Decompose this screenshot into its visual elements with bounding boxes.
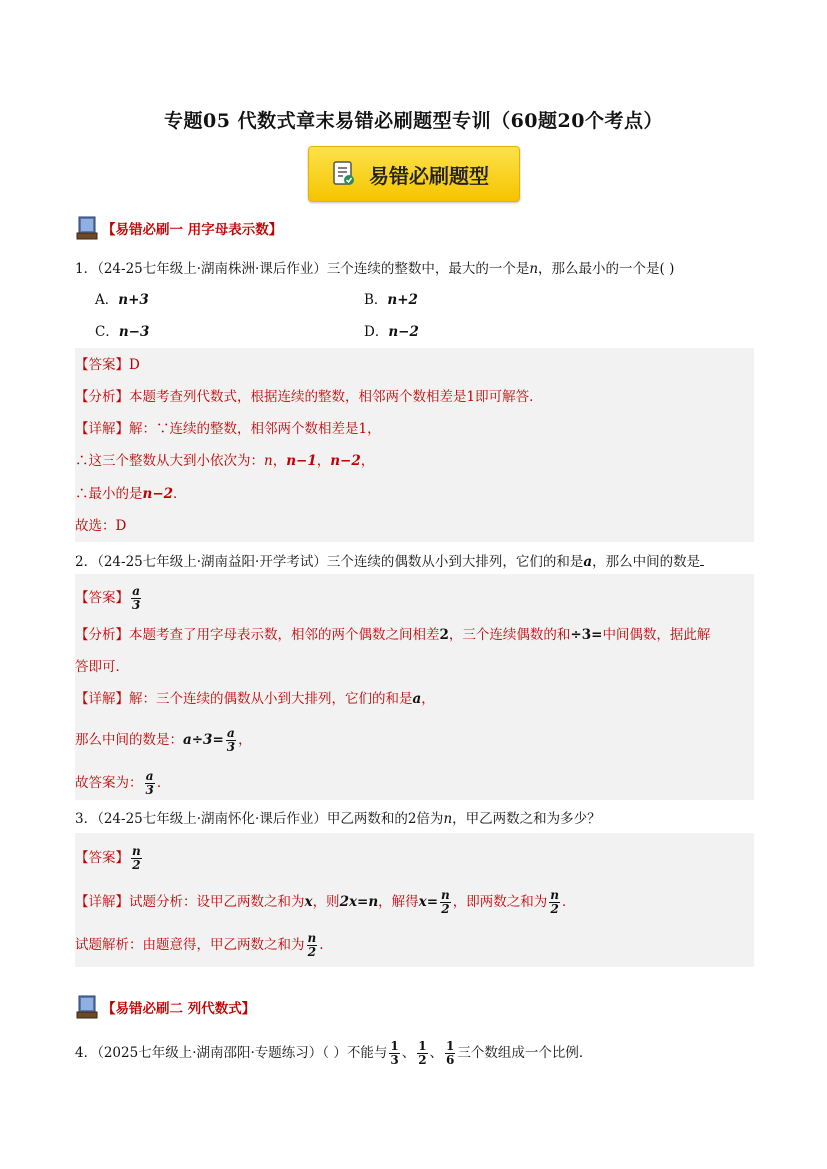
book-icon xyxy=(75,215,99,241)
page-title: 专题05 代数式章末易错必刷题型专训（60题20个考点） xyxy=(164,110,663,132)
badge-label: 易错必刷题型 xyxy=(369,163,489,188)
topic-badge xyxy=(308,146,520,202)
analysis-2-line-1: 【分析】本题考查了用字母表示数，相邻的两个偶数之间相差2，三个连续偶数的和÷3=中间偶数，据此解 xyxy=(75,627,711,643)
final-2: 故答案为： $\frac{a}{3}$ ． xyxy=(75,769,171,797)
option-b[interactable]: B．n+2 xyxy=(364,292,418,308)
detail-2-line-1: 【详解】解：三个连续的偶数从小到大排列，它们的和是a， xyxy=(75,691,435,707)
option-a[interactable]: A．n+3 xyxy=(95,292,149,308)
option-d[interactable]: D．n−2 xyxy=(364,324,419,340)
question-1-stem: 1．（24-25七年级上·湖南株洲·课后作业）三个连续的整数中，最大的一个是n，那么最小的一个是( ) xyxy=(75,261,675,277)
section-heading: 【易错必刷一 用字母表示数】 xyxy=(75,215,282,241)
answer-1: 【答案】D xyxy=(75,357,140,373)
analysis-1: 【分析】本题考查列代数式，根据连续的整数，相邻两个数相差是1即可解答． xyxy=(75,389,543,405)
detail-3: 【详解】试题分析：设甲乙两数之和为x，则2x=n，解得x= $\frac{n}{2}$ ，即两数之和为 $\frac{n}{2}$ ． xyxy=(75,888,576,916)
answer-3: 【答案】 $\frac{n}{2}$ xyxy=(75,844,141,872)
section-heading: 【易错必刷二 列代数式】 xyxy=(75,994,255,1020)
question-4-stem: 4．（2025七年级上·湖南邵阳·专题练习）（ ）不能与 $\frac{1}{3}$ 、 $\frac{1}{2}$ 、 $\frac{1}{6}$ 三个数组成一个比例． xyxy=(75,1039,593,1067)
solution-block-1 xyxy=(75,348,754,542)
checklist-icon xyxy=(333,161,355,187)
solution-block-2 xyxy=(75,574,754,800)
detail-1-line-1: 【详解】解：∵连续的整数，相邻两个数相差是1， xyxy=(75,421,381,437)
question-2-stem: 2．（24-25七年级上·湖南益阳·开学考试）三个连续的偶数从小到大排列，它们的和是a，那么中间的数是 xyxy=(75,551,704,572)
analysis-2-line-2: 答即可． xyxy=(75,659,129,675)
detail-2-line-2: 那么中间的数是：a÷3= $\frac{a}{3}$ ， xyxy=(75,726,252,754)
answer-2: 【答案】 $\frac{a}{3}$ xyxy=(75,584,141,612)
question-3-stem: 3．（24-25七年级上·湖南怀化·课后作业）甲乙两数和的2倍为n，甲乙两数之和为多少？ xyxy=(75,811,601,827)
book-icon xyxy=(75,994,99,1020)
detail-1-line-2: ∴这三个整数从大到小依次为：n，n−1，n−2， xyxy=(75,453,375,469)
detail-1-line-3: ∴最小的是n−2． xyxy=(75,486,187,502)
parse-3: 试题解析：由题意得，甲乙两数之和为 $\frac{n}{2}$ . xyxy=(75,931,324,959)
option-c[interactable]: C．n−3 xyxy=(95,324,150,340)
final-1: 故选：D xyxy=(75,518,127,534)
